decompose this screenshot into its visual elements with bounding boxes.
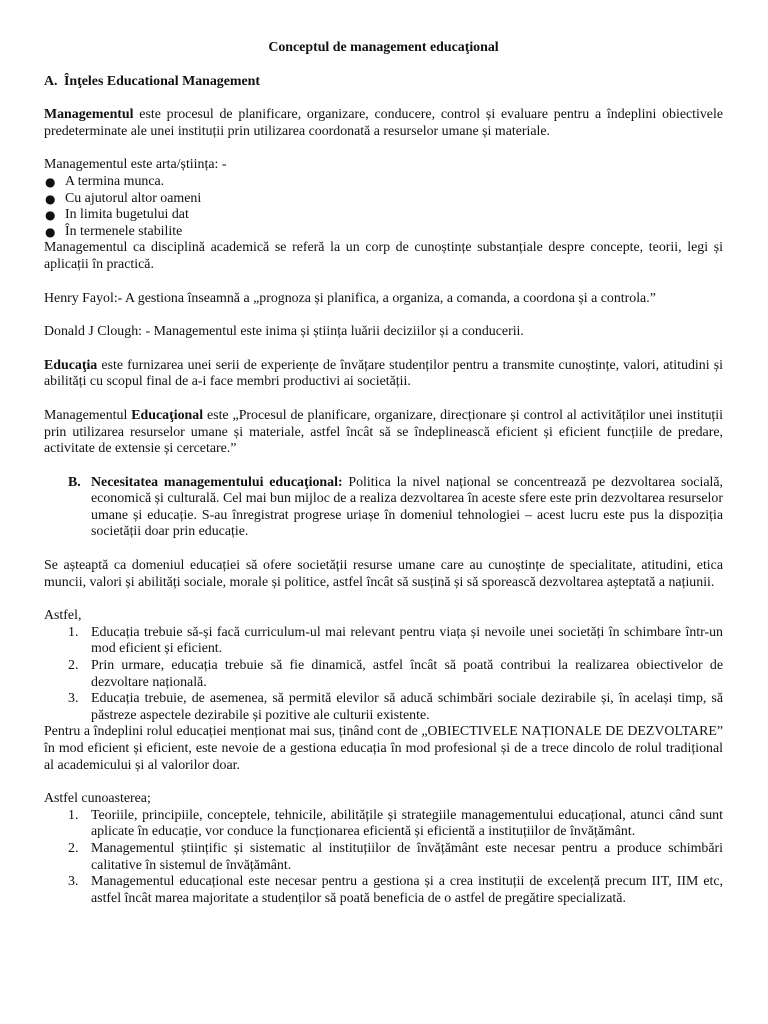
art-science-list (44, 174, 723, 240)
fayol-quote: Henry Fayol:- A gestiona înseamnă a „prognoza și planifica, a organiza, a comanda, a coordona și a controla.” (44, 290, 656, 306)
list-item (44, 207, 723, 224)
section-b-text: Politica la nivel național se concentrează pe dezvoltarea socială, economică și culturală. Cel mai bun mijloc de a realiza dezvoltarea în aceste sfere este prin dezvoltarea resurselor umane și educație. S-au înregistrat progrese uriașe în domeniul tehnologiei – acest lucru este pus la dispoziția societății doar prin educație. (91, 474, 723, 540)
section-a-letter: A. (44, 73, 58, 89)
section-b-paragraph (44, 475, 723, 541)
list-item (44, 174, 723, 191)
list-item-text: Teoriile, principiile, conceptele, tehnicile, abilitățile și strategiile managementului educațional, atunci când sunt aplicate în educație, vor conduce la funcționarea eficientă și eficientă a instituțiilor de învățământ. (91, 807, 723, 840)
thus-list (44, 625, 723, 725)
list-item-text: În termenele stabilite (65, 223, 183, 239)
list-item-text: Managementul educațional este necesar pentru a gestiona și a crea instituții de excelență precum IIT, IIM etc, astfel încât marea majoritate a studenților să poată beneficia de o astfel de pregătire specializată. (91, 874, 723, 906)
bullet-icon: ● (45, 224, 56, 239)
list-item-text: Cu ajutorul altor oameni (65, 190, 202, 206)
list-item-number: 2. (68, 658, 79, 674)
section-a-heading (44, 74, 723, 91)
list-item (44, 874, 723, 907)
list-item-text: A termina munca. (65, 173, 165, 189)
list-item-number: 3. (68, 874, 79, 890)
list-item-number: 1. (68, 807, 79, 823)
section-b-heading: Necesitatea managementului educaţional: (91, 474, 343, 490)
education-definition-text: este furnizarea unei serii de experiențe de învățare studenților pentru a transmite cunoștințe, valori, atitudini și abilități cu scopul final de a-i face membri productivi ai societății. (44, 357, 723, 390)
list-item-text: In limita bugetului dat (65, 207, 189, 223)
list-item (44, 658, 723, 691)
management-term: Managementul (44, 107, 134, 123)
role-paragraph: Pentru a îndeplini rolul educației menționat mai sus, ținând cont de „OBIECTIVELE NAȚIONALE DE DEZVOLTARE” în mod eficient și eficient, este nevoie de a gestiona educația în mod profesional și de a trece dincolo de rolul tradițional al academicului și al valorilor doar. (44, 724, 723, 773)
knowledge-intro: Astfel cunoasterea; (44, 791, 151, 807)
list-item-number: 2. (68, 840, 79, 856)
list-item (44, 841, 723, 874)
list-item (44, 808, 723, 841)
list-item (44, 191, 723, 208)
education-term: Educaţia (44, 357, 98, 373)
educational-management-text: este „Procesul de planificare, organizare, direcționare și control al activităților unei instituții prin utilizarea resurselor umane și materiale, astfel încât să se îndeplinească eficient și eficient funcțiile de predare, activitate de extensie și cercetare.” (44, 407, 723, 457)
list-item (44, 691, 723, 724)
bullet-icon: ● (45, 208, 56, 223)
list-item-text: Educația trebuie, de asemenea, să permită elevilor să aducă schimbări sociale dezirabile și, în același timp, să păstreze aspectele dezirabile și pozitive ale culturii existente. (91, 691, 723, 723)
educational-management-term: Educaţional (131, 407, 204, 423)
thus-intro: Astfel, (44, 608, 82, 624)
management-definition-text: este procesul de planificare, organizare, conducere, control și evaluare pentru a îndeplini obiectivele predeterminate ale unei instituții prin utilizarea coordonată a resurselor umane și materiale. (44, 107, 723, 139)
education-definition (44, 358, 723, 391)
educational-management-prefix: Managementul (44, 407, 132, 423)
list-item (44, 224, 723, 241)
educational-management-definition (44, 408, 723, 458)
section-b-letter: B. (68, 474, 81, 490)
art-science-intro: Managementul este arta/știința: - (44, 157, 227, 173)
list-item (44, 625, 723, 658)
list-item-number: 3. (68, 691, 79, 707)
bullet-icon: ● (45, 174, 56, 189)
section-a-title: Înţeles Educational Management (64, 73, 261, 89)
list-item-text: Managementul științific și sistematic al instituțiilor de învățământ este necesar pentru a produce schimbări calitative în sistemul de învățământ. (91, 840, 723, 873)
academic-discipline-paragraph: Managementul ca disciplină academică se referă la un corp de cunoștințe substanțiale despre concepte, teorii, legi și aplicații în practică. (44, 240, 723, 272)
list-item-text: Prin urmare, educația trebuie să fie dinamică, astfel încât să poată contribui la realizarea obiectivelor de dezvoltare națională. (91, 658, 723, 690)
bullet-icon: ● (45, 191, 56, 206)
list-item-text: Educația trebuie să-și facă curriculum-ul mai relevant pentru viața și nevoile unei societăți în schimbare într-un mod eficient și eficient. (91, 624, 723, 657)
expectation-paragraph: Se așteaptă ca domeniul educației să ofere societății resurse umane care au cunoștințe de specialitate, atitudini, etica muncii, valori și abilități sociale, morale și politice, astfel încât să susțină și să sporească dezvoltarea așteptată a națiunii. (44, 558, 723, 590)
document-title: Conceptul de management educaţional (268, 40, 499, 55)
clough-quote: Donald J Clough: - Managementul este inima și știința luării deciziilor și a conducerii. (44, 324, 524, 340)
knowledge-list (44, 808, 723, 908)
management-definition (44, 107, 723, 140)
list-item-number: 1. (68, 624, 79, 640)
